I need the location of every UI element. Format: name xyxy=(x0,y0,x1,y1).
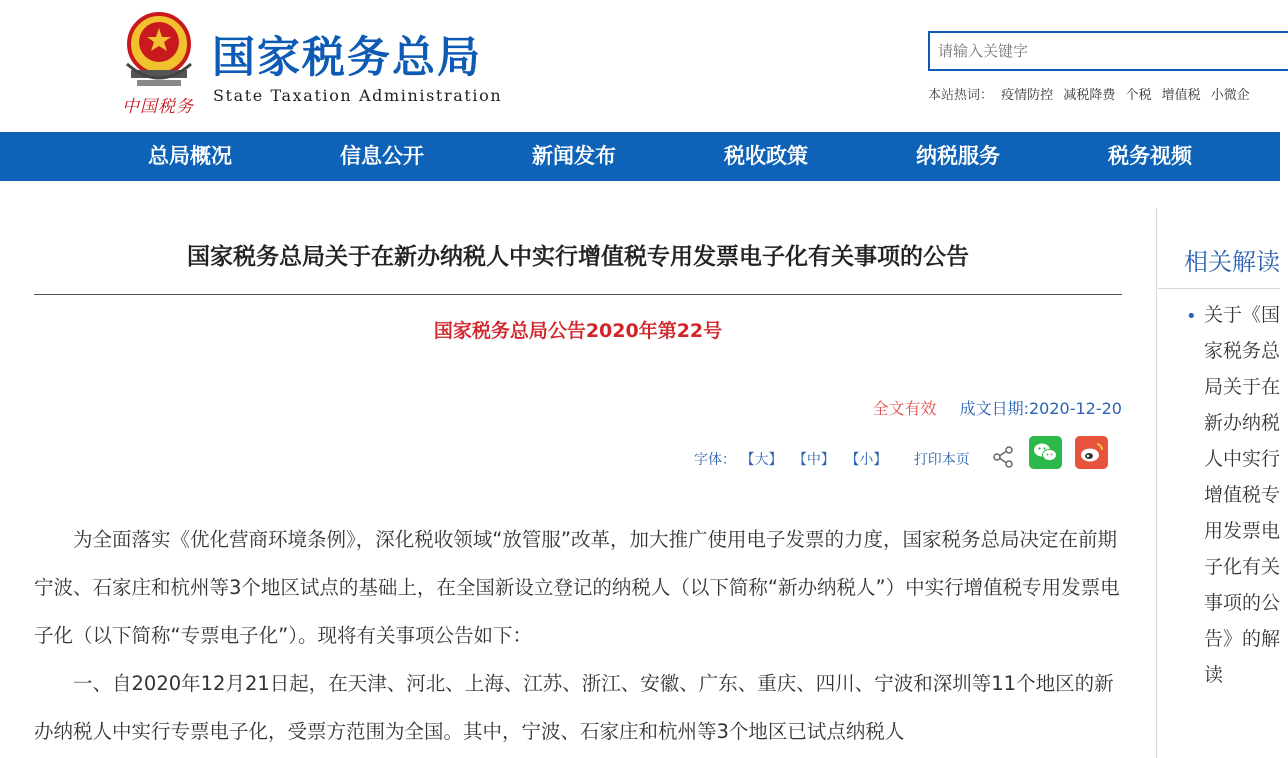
nav-item-news[interactable]: 新闻发布 xyxy=(532,144,616,168)
article-paragraph: 一、自2020年12月21日起，在天津、河北、上海、江苏、浙江、安徽、广东、重庆、四川、宁波和深圳等11个地区的新办纳税人中实行专票电子化，受票方范围为全国。其中，宁波、石家庄和杭州等3个地区已试点纳税人 xyxy=(34,672,1114,743)
related-interpretation-link[interactable] xyxy=(1204,297,1281,686)
hot-word-link[interactable]: 疫情防控 xyxy=(1001,88,1054,103)
font-small-button[interactable]: 【小】 xyxy=(845,452,888,468)
hot-word-link[interactable]: 个税 xyxy=(1125,88,1152,103)
site-motto: 中国税务 xyxy=(122,97,194,117)
font-large-button[interactable]: 【大】 xyxy=(740,452,783,468)
nav-item-info-disclosure[interactable]: 信息公开 xyxy=(340,144,424,168)
sidebar-divider xyxy=(1156,208,1157,758)
national-emblem-icon[interactable] xyxy=(117,6,201,92)
hot-words xyxy=(928,84,1256,103)
search-input[interactable] xyxy=(928,31,1288,71)
sidebar-title-divider xyxy=(1158,288,1280,289)
hot-word-link[interactable]: 增值税 xyxy=(1161,88,1201,103)
related-interpretation-text: 关于《国家税务总局关于在新办纳税人中实行增值税专用发票电子化有关事项的公告》的解读 xyxy=(1204,304,1281,686)
site-title[interactable]: 国家税务总局 xyxy=(212,33,482,83)
article-title: 国家税务总局关于在新办纳税人中实行增值税专用发票电子化有关事项的公告 xyxy=(187,244,969,270)
hot-words-label: 本站热词： xyxy=(928,88,994,103)
article-tools xyxy=(694,449,970,469)
site-header xyxy=(0,0,1280,132)
wechat-icon[interactable] xyxy=(1029,436,1062,469)
nav-item-overview[interactable]: 总局概况 xyxy=(148,144,232,168)
document-number: 国家税务总局公告2020年第22号 xyxy=(433,320,723,342)
nav-item-taxpayer-service[interactable]: 纳税服务 xyxy=(916,144,1000,168)
validity-status: 全文有效 xyxy=(872,399,937,418)
bullet-icon: • xyxy=(1186,306,1197,327)
site-subtitle: State Taxation Administration xyxy=(213,86,503,105)
nav-item-tax-video[interactable]: 税务视频 xyxy=(1108,144,1192,168)
main-nav xyxy=(0,132,1280,181)
issue-date: 成文日期:2020-12-20 xyxy=(959,399,1122,418)
font-size-label: 字体： xyxy=(694,452,736,468)
sidebar-title: 相关解读 xyxy=(1184,248,1280,276)
title-divider xyxy=(34,294,1122,295)
article-meta xyxy=(873,396,1123,419)
article-paragraph: 为全面落实《优化营商环境条例》，深化税收领域“放管服”改革，加大推广使用电子发票的力度，国家税务总局决定在前期宁波、石家庄和杭州等3个地区试点的基础上，在全国新设立登记的纳税人（以下简称“新办纳税人”）中实行增值税专用发票电子化（以下简称“专票电子化”）。现将有关事项公告如下： xyxy=(34,528,1120,647)
hot-word-link[interactable]: 小微企 xyxy=(1210,88,1250,103)
weibo-icon[interactable] xyxy=(1075,436,1108,469)
share-icon[interactable] xyxy=(992,446,1014,468)
nav-item-tax-policy[interactable]: 税收政策 xyxy=(724,144,808,168)
hot-word-link[interactable]: 减税降费 xyxy=(1063,88,1116,103)
font-medium-button[interactable]: 【中】 xyxy=(792,452,835,468)
print-button[interactable]: 打印本页 xyxy=(913,452,970,468)
